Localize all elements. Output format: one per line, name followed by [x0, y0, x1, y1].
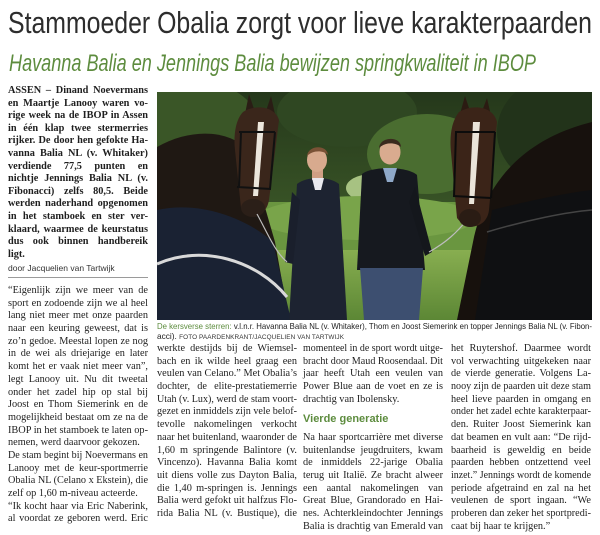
text-line: [303, 483, 443, 496]
text-line-content: veulenen de sport ingaan. “We: [451, 495, 591, 507]
text-line: [157, 381, 297, 394]
text-line-content: caat bij haar te krijgen.”: [451, 520, 551, 532]
text-line: [303, 470, 443, 483]
text-line-content: paarden hebben ontzettend veel: [451, 457, 591, 469]
text-line-content: in één klap twee stermerries: [8, 122, 148, 134]
text-line-content: IBOP in het stamboek te laten op-: [8, 424, 148, 436]
text-line-content: 1,60 m springende Balintore (v.: [157, 444, 297, 456]
text-line: [8, 173, 148, 186]
text-line-content: Joost en Thom Siemerink en de: [8, 399, 148, 411]
text-line-content: nichtje Jennings Balia NL (v.: [8, 173, 148, 185]
text-line: [157, 508, 297, 521]
text-line-content: jaar heeft Utah een veulen van: [303, 368, 443, 380]
text-line: [8, 298, 148, 311]
text-line-content: De stam begint bij Noevermans en: [8, 449, 148, 461]
text-line: [303, 521, 443, 534]
text-line: [451, 495, 591, 508]
text-line: [8, 148, 148, 161]
text-line: [157, 445, 297, 458]
text-line-content: bach en ik wilde heel graag een: [157, 355, 297, 367]
text-line-content: Balia is drachtig van Emerald van: [303, 520, 443, 532]
text-line: [8, 135, 148, 148]
text-line: [8, 186, 148, 199]
text-line: [451, 343, 591, 356]
text-line-content: uit diens volle zus Dayton Balia,: [157, 469, 297, 481]
text-line: [8, 425, 148, 438]
caption-line-content: [157, 331, 344, 343]
text-line: [451, 394, 591, 407]
text-line: [451, 483, 591, 496]
byline: door Jacquelien van Tartwijk: [8, 263, 115, 273]
text-line-content: werkte destijds bij de Wiemsel-: [157, 343, 297, 354]
text-line: [451, 419, 591, 432]
text-line: [157, 394, 297, 407]
text-line: [451, 356, 591, 369]
text-line-content: den. Ruiter Joost Siemerink kan: [451, 419, 591, 431]
text-line-content: Fibonacci) zelfs 80,5. Beide: [8, 185, 148, 197]
text-line: [8, 450, 148, 463]
photo-credit: FOTO PAARDENKRANT/JACQUELIEN VAN TARTWIJK: [179, 334, 345, 341]
text-line-content: ligt.: [8, 248, 25, 260]
text-line: [157, 483, 297, 496]
text-line-content: al voordat ze geboren werd. Eric: [8, 513, 148, 525]
text-line: [8, 110, 148, 123]
text-line-content: Balia werd gefokt uit halfzus Flo-: [157, 495, 297, 507]
text-line: [8, 211, 148, 224]
text-line: [8, 348, 148, 361]
headline: [8, 4, 592, 42]
subheading: Vierde generatie: [303, 413, 389, 426]
text-line: [8, 387, 148, 400]
text-line-content: nes. Achterkleindochter Jennings: [303, 507, 443, 519]
text-line-content: ASSEN – Dinand Noevermans: [8, 85, 148, 96]
text-line: [157, 495, 297, 508]
text-line-content: bracht door Maud Roosendaal. Dit: [303, 355, 443, 367]
text-line: [303, 381, 443, 394]
caption-line: [157, 331, 592, 341]
photo-image: [157, 92, 592, 320]
text-line: [451, 445, 591, 458]
text-line: [8, 513, 148, 526]
text-line-content: terug uit Italië. Ze bracht alweer: [303, 469, 443, 481]
text-line: [8, 198, 148, 211]
subheadline: [9, 48, 536, 80]
text-line: [451, 521, 591, 534]
text-line-content: drachtig van Ibolensky.: [303, 393, 400, 405]
text-line: [451, 406, 591, 419]
text-line-content: nemen, werd daarvoor gekozen.: [8, 437, 140, 449]
text-line-content: zelf op 1,60 m-niveau acteerde.: [8, 488, 138, 499]
text-line: [451, 432, 591, 445]
text-line: [303, 394, 443, 407]
text-line-content: gezet en inmiddels zijn vele belof-: [157, 406, 297, 418]
caption-line: [157, 321, 592, 331]
photo-caption: [157, 321, 592, 341]
text-line: [8, 399, 148, 412]
text-line-content: proberen dan zeker het sportpredi-: [451, 507, 591, 519]
text-line-content: dochter, de elite-prestatiemerrie: [157, 381, 297, 393]
text-line: [8, 412, 148, 425]
text-line-content: tevolle nakomelingen verkocht: [157, 419, 297, 431]
text-line-content: Power Blue aan de voet en ze is: [303, 381, 443, 393]
headline-text: Stammoeder Obalia zorgt voor lieve karakterpaarden: [8, 5, 592, 40]
text-line-content: klaard, waarmee de keurstatus: [8, 223, 148, 235]
text-line-content: nooy zijn de paarden uit deze stam: [451, 381, 591, 393]
text-line-content: dus ook binnen handbereik: [8, 236, 148, 248]
text-line-content: het Ruytershof. Daarmee wordt: [451, 343, 591, 354]
text-line-content: rida Balia NL (v. Bustique), die: [157, 507, 297, 519]
text-line-content: baarheid is geweldig en beide: [451, 444, 591, 456]
text-line-content: de inmiddels 22-jarige Obalia: [303, 457, 443, 469]
caption-text: acci).: [157, 331, 177, 341]
text-line: [303, 343, 443, 356]
text-line: [8, 285, 148, 298]
text-line: [303, 368, 443, 381]
text-line-content: veulen van Celano.” Met Obalia’s: [157, 368, 297, 380]
text-line-content: lang niet meer met onze paarden: [8, 310, 148, 322]
text-line: [303, 495, 443, 508]
text-line-content: die 1,40 m-springen is. Jennings: [157, 482, 297, 494]
caption-line-content: [157, 321, 592, 331]
text-line: [8, 374, 148, 387]
text-line: [157, 368, 297, 381]
text-line-content: rijker. De door hen gefokte Ha-: [8, 135, 148, 147]
text-line: [8, 224, 148, 237]
text-line: [157, 356, 297, 369]
text-line-content: sport en zodoende zijn we al heel: [8, 297, 148, 309]
text-line-content: rige week na de IBOP in Assen: [8, 110, 148, 122]
text-line: [451, 381, 591, 394]
text-line-content: onder het zadel hip op stal bij: [8, 386, 148, 398]
text-line-content: inzet.” Jennings wordt de komende: [451, 469, 591, 481]
text-line-content: legt Lanooy uit. Nu dit tweetal: [8, 373, 148, 385]
text-line: [8, 475, 148, 488]
text-line-content: naar een keuring geweest, dat is: [8, 323, 148, 335]
text-line-content: in het stamboek en ster ver-: [8, 210, 148, 222]
text-line: [157, 406, 297, 419]
text-line: [8, 249, 148, 262]
text-line: [157, 470, 297, 483]
text-line: [451, 508, 591, 521]
article-column-4: [451, 343, 591, 533]
article-column-2: [157, 343, 297, 521]
text-line-content: verdiende 77,5 punten en: [8, 160, 148, 172]
text-line: [8, 361, 148, 374]
article-column-3: [303, 343, 443, 533]
article-intro: [8, 85, 148, 261]
text-line-content: vol verwachting uitgekeken naar: [451, 355, 591, 367]
text-line: [157, 457, 297, 470]
text-line-content: dat beamen en vult aan: “De rijd-: [451, 431, 591, 443]
caption-lead: De kersverse sterren:: [157, 321, 232, 331]
text-line-content: periode afgetraind en zal na het: [451, 482, 591, 494]
text-line-content: naar het buitenland, waaronder de: [157, 431, 297, 443]
text-line: [303, 432, 443, 445]
text-line: [8, 336, 148, 349]
text-line-content: heel lieve paarden in omgang en: [451, 393, 591, 405]
text-line-content: komt het er vaak niet meer van”,: [8, 361, 148, 373]
text-line-content: een aantal nakomelingen van: [303, 482, 443, 494]
text-line-content: “Ik kocht haar via Eric Naberink,: [8, 500, 148, 512]
text-line-content: mogelijkheid bestaat om ze na de: [8, 411, 148, 423]
text-line: [8, 310, 148, 323]
text-line: [8, 85, 148, 98]
text-line-content: onder het zadel echte karakterpaar-: [451, 406, 591, 418]
text-line-content: vanna Balia NL (v. Whitaker): [8, 147, 148, 159]
text-line-content: buitenlandse jeugdruiters, kwam: [303, 444, 443, 456]
text-line: [8, 161, 148, 174]
text-line-content: in de wei als driejarige en later: [8, 348, 148, 360]
text-line-content: Na haar sportcarrière met diverse: [303, 431, 443, 443]
subheadline-text: Havanna Balia en Jennings Balia bewijzen springkwaliteit in IBOP: [9, 50, 536, 77]
text-line-content: de vierde generatie. Volgens La-: [451, 368, 591, 380]
text-line-content: Obalia NL (Celano x Ekstein), die: [8, 475, 148, 487]
text-line-content: “Eigenlijk zijn we meer van de: [8, 285, 148, 296]
text-line: [303, 457, 443, 470]
text-line: [8, 488, 148, 501]
text-line: [8, 98, 148, 111]
byline-divider: [8, 277, 148, 278]
text-line: [303, 508, 443, 521]
text-line: [157, 432, 297, 445]
text-line: [451, 457, 591, 470]
article-column-1: [8, 285, 148, 526]
text-line-content: Great Blue, Grandorado en Hai-: [303, 495, 443, 507]
text-line: [157, 419, 297, 432]
text-line: [303, 356, 443, 369]
text-line: [451, 368, 591, 381]
text-line-content: Utah (v. Lux), werd de stam voort-: [157, 393, 297, 405]
text-line: [8, 437, 148, 450]
text-line: [303, 445, 443, 458]
article-photo: [157, 92, 592, 320]
caption-text: v.l.n.r. Havanna Balia NL (v. Whitaker), Thom en Joost Siemerink en topper Jennings Balia NL (v. Fibon-: [233, 321, 592, 331]
text-line: [8, 323, 148, 336]
text-line-content: zo’n gedoe. Meestal lopen ze nog: [8, 335, 148, 347]
text-line: [157, 343, 297, 356]
text-line-content: momenteel in de sport wordt uitge-: [303, 343, 443, 354]
text-line: [8, 501, 148, 514]
text-line: [8, 123, 148, 136]
text-line-content: Lanooy met de keur-sportmerrie: [8, 462, 148, 474]
text-line-content: werden naderhand opgenomen: [8, 198, 148, 210]
text-line-content: Vincenzo). Havanna Balia komt: [157, 457, 297, 469]
text-line: [451, 470, 591, 483]
text-line: [8, 236, 148, 249]
text-line-content: en Maartje Lanooy waren vo-: [8, 97, 148, 109]
text-line: [8, 463, 148, 476]
